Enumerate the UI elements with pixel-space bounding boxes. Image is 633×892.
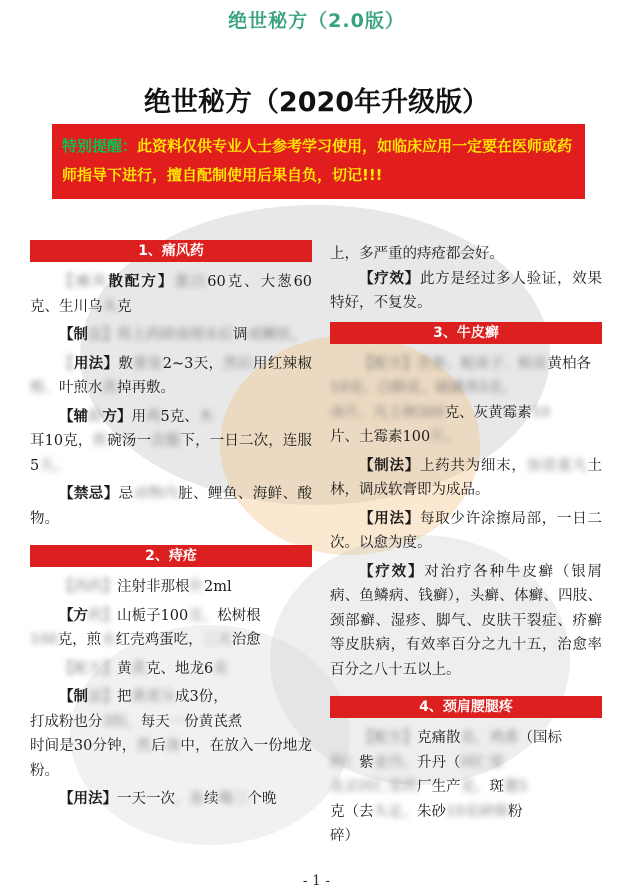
warning-text: 此资料仅供专业人士参考学习使用，如临床应用一定要在医师或药师指导下进行，擅自配制使用后果自负，切记!!! — [62, 137, 573, 184]
main-title: 绝世秘方（2020年升级版） — [143, 87, 490, 118]
paragraph: 【制法】把黄芪分成3份， 打成粉也分3份，每天一份黄芪煮 时间是30分钟，然后汤中，在放入一份地龙粉。 — [30, 688, 313, 779]
section-header-psoriasis: 3、牛皮癣 — [330, 322, 602, 344]
paragraph: 【用法】一天一次，连续喝三个晚 — [59, 790, 277, 807]
paragraph: 【疗效】对治疗各种牛皮癣（银屑病、鱼鳞病、钱癣），头癣、体癣、四肢、颈部癣、湿疹、脚气、皮肤干裂症、疥癣等皮肤病，有效率百分之九十五，治愈率百分之八十五以上。 — [330, 562, 603, 678]
section-header-gout: 1、痛风药 — [30, 240, 312, 262]
paragraph: 【西药】注射非那根针2ml — [59, 579, 232, 595]
paragraph: 【用法】敷患处2~3天，然后用红辣椒根、叶煎水洗掉再敷。 — [30, 354, 313, 396]
paragraph: 【配方】苦参、蛇床子、蛟皮黄柏各 10克、白鲜皮、硫磺各5克、 冰片、凡士林300克、灰黄霉素10 片、土霉素100片。 — [330, 355, 591, 445]
top-title: 绝世秘方（2.0版） — [228, 10, 405, 32]
warning-box — [52, 124, 585, 199]
paragraph: 【禁忌】忌动物内脏、鲤鱼、海鲜、酸物。 — [30, 485, 312, 527]
section-header-neck-back-pain: 4、颈肩腰腿疼 — [330, 696, 602, 718]
left-column — [30, 240, 312, 816]
paragraph: 【制法】上药共为细末，加适量凡土林，调成软膏即为成品。 — [330, 456, 603, 498]
paragraph: 【制法】将上药研成细末后调成糊状。 — [59, 326, 306, 343]
paragraph: 【配方】克痛散克、鸡香（国标 的）紫金丹、升丹（同仁堂 北京同仁堂药厂生产克、斑蝥5 克（去头足、朱砂10克研细粉 碎） — [330, 730, 562, 844]
paragraph: 【方药】山栀子100克、松树根 100克，煎水红壳鸡蛋吃，三天治愈 — [30, 606, 261, 648]
page-number: - 1 - — [302, 873, 331, 889]
paragraph: 上，多严重的痔疮都会好。 — [330, 246, 504, 262]
right-column — [330, 240, 602, 853]
section-header-hemorrhoid: 2、痔疮 — [30, 545, 312, 567]
paragraph: 【配方】黄芪克、地龙6克 — [59, 660, 228, 677]
paragraph: 【用法】每取少许涂擦局部，一日二次。以愈为度。 — [330, 509, 603, 551]
paragraph: 【辅助方】用鸡5克、木 耳10克，煎碗汤一次服下，一日二次，连服5天。 — [30, 407, 313, 474]
paragraph: 【疗效】此方是经过多人验证，效果特好，不复发。 — [330, 269, 603, 311]
warning-lead: 特别提醒： — [62, 137, 138, 155]
paragraph: 【痛风散配方】葱白60克、大葱60克、生川乌头克 — [30, 273, 313, 315]
